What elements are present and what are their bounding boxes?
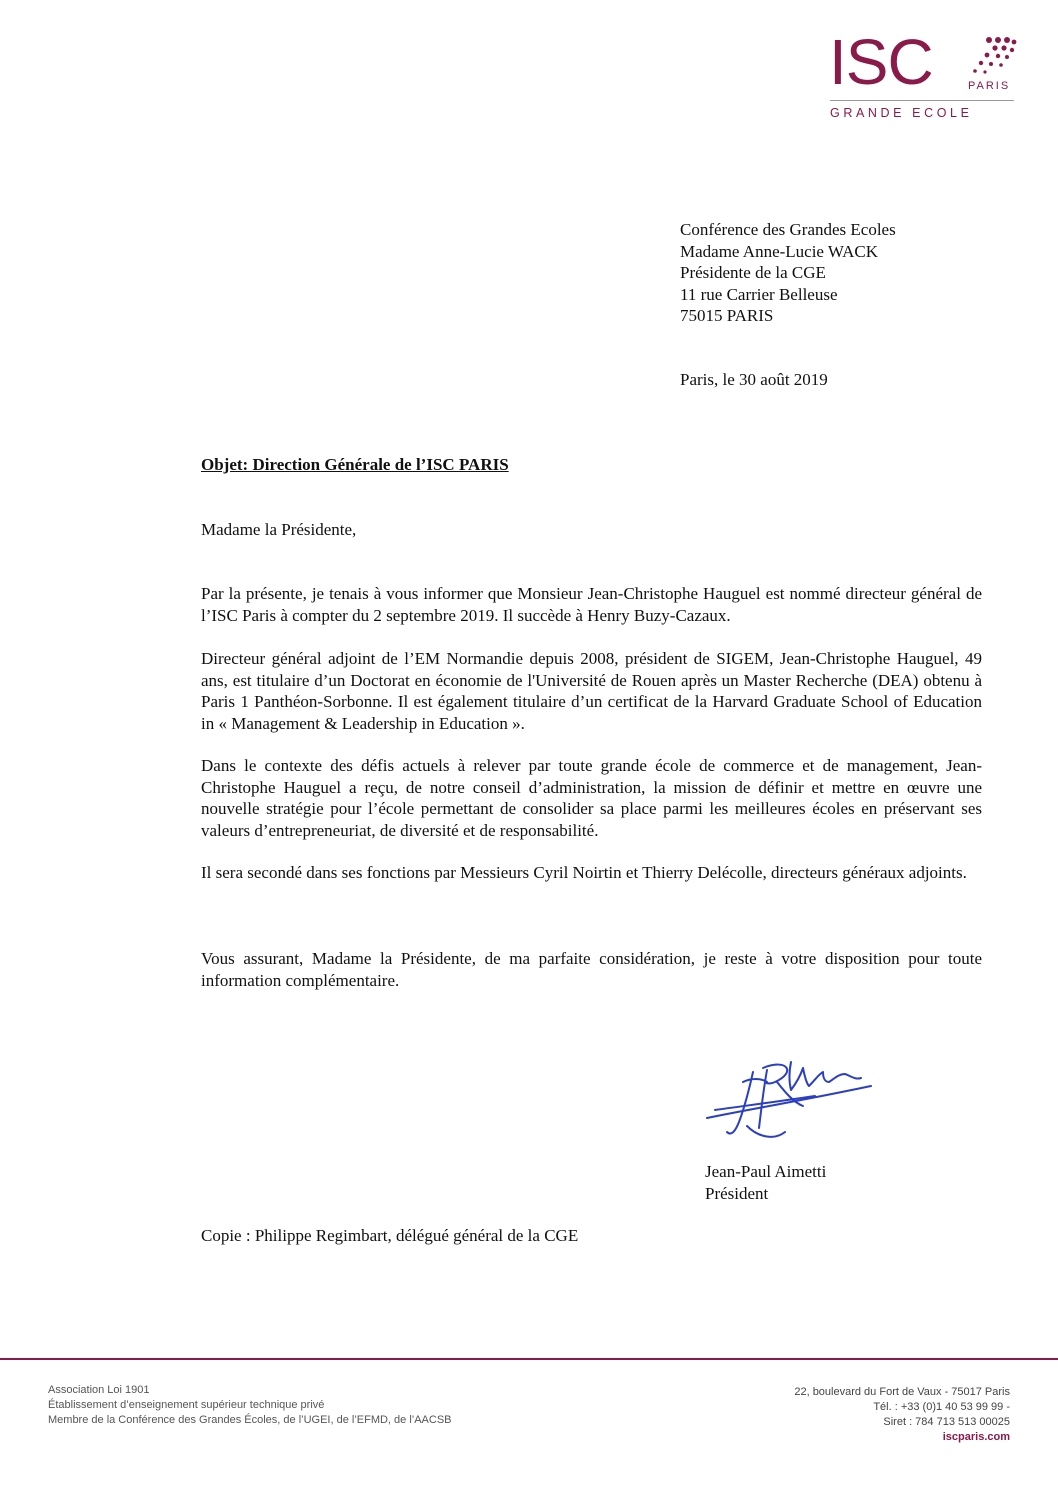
footer-phone: Tél. : +33 (0)1 40 53 99 99 - <box>873 1401 1010 1413</box>
copy-line: Copie : Philippe Regimbart, délégué général de la CGE <box>201 1226 579 1245</box>
signer-block <box>705 1161 826 1205</box>
signer-title: Président <box>705 1184 769 1203</box>
body-paragraph: Dans le contexte des défis actuels à relever par toute grande école de commerce et de management, Jean-Christophe Hauguel a reçu, de notre conseil d’administration, la mission de définir et mettre en œuvre une nouvelle stratégie pour l’école permettant de consolider sa place parmi les meilleures écoles en préservant ses valeurs d’entrepreneuriat, de diversité et de responsabilité. <box>201 756 982 840</box>
logo-dots-icon <box>952 36 1018 80</box>
handwritten-signature <box>705 1052 875 1142</box>
recipient-line: Conférence des Grandes Ecoles <box>680 220 896 239</box>
body-paragraph: Vous assurant, Madame la Présidente, de ma parfaite considération, je reste à votre disposition pour toute information complémentaire. <box>201 949 982 990</box>
signer-name: Jean-Paul Aimetti <box>705 1162 827 1181</box>
recipient-line: Madame Anne-Lucie WACK <box>680 241 878 261</box>
body-paragraph: Par la présente, je tenais à vous informer que Monsieur Jean-Christophe Hauguel est nommé directeur général de l’ISC Paris à compter du 2 septembre 2019. Il succède à Henry Buzy-Cazaux. <box>201 584 982 625</box>
footer-line: Établissement d’enseignement supérieur technique privé <box>48 1399 325 1411</box>
recipient-line: 75015 PARIS <box>680 306 774 326</box>
footer-line: Membre de la Conférence des Grandes Écoles, de l’UGEI, de l’EFMD, de l’AACSB <box>48 1414 452 1426</box>
footer-address: 22, boulevard du Fort de Vaux - 75017 Paris <box>794 1386 1010 1398</box>
logo-city: PARIS <box>968 80 1011 92</box>
recipient-line: 11 rue Carrier Belleuse <box>680 284 838 304</box>
footer-legal-info <box>48 1383 452 1428</box>
letter-subject: Objet: Direction Générale de l’ISC PARIS <box>201 455 509 474</box>
recipient-address <box>680 219 896 327</box>
isc-paris-logo <box>826 26 1020 126</box>
letter-date: Paris, le 30 août 2019 <box>680 370 828 389</box>
logo-divider <box>830 100 1014 101</box>
logo-wordmark: ISC <box>829 26 933 98</box>
footer-line: Association Loi 1901 <box>48 1384 150 1396</box>
footer-website-link[interactable]: iscparis.com <box>942 1431 1010 1443</box>
footer-divider <box>0 1358 1058 1360</box>
body-paragraph: Directeur général adjoint de l’EM Normandie depuis 2008, président de SIGEM, Jean-Christophe Hauguel, 49 ans, est titulaire d’un Doctorat en économie de l'Université de Rouen après un Master Recherche (DEA) obtenu à Paris 1 Panthéon-Sorbonne. Il est également titulaire d’un certificat de la Harvard Graduate School of Education in « Management & Leadership in Education ». <box>201 649 982 733</box>
salutation: Madame la Présidente, <box>201 520 357 539</box>
footer-siret: Siret : 784 713 513 00025 <box>883 1416 1010 1428</box>
footer-contact-info <box>794 1385 1010 1445</box>
recipient-line: Présidente de la CGE <box>680 263 826 283</box>
logo-tagline: GRANDE ECOLE <box>830 106 973 120</box>
body-paragraph: Il sera secondé dans ses fonctions par Messieurs Cyril Noirtin et Thierry Delécolle, directeurs généraux adjoints. <box>201 863 967 882</box>
